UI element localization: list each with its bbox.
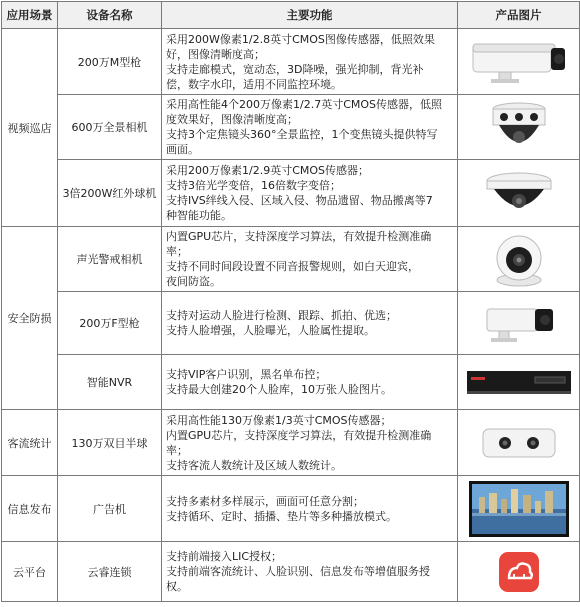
function-line: 支持走廊模式，宽动态，3D降噪，强光抑制，背光补 xyxy=(166,62,424,76)
function-line: 支持对运动人脸进行检测、跟踪、抓拍、优选； xyxy=(166,309,397,322)
device-name: 智能NVR xyxy=(58,355,162,410)
device-name: 广告机 xyxy=(58,476,162,542)
header-device: 设备名称 xyxy=(58,2,162,29)
function-line: 支持IVS绊线入侵、区域入侵、物品遗留、物品搬离等7 xyxy=(166,194,433,207)
header-image: 产品图片 xyxy=(458,2,580,29)
function-line: 内置GPU芯片，支持深度学习算法，有效提升检测准确 xyxy=(166,230,432,243)
function-line: 度效果好，图像清晰度高； xyxy=(166,113,298,126)
image-cell xyxy=(458,160,580,227)
table-row xyxy=(2,542,580,602)
function-line: 采用200W像素1/2.8英寸CMOS图像传感器，低照效果 xyxy=(166,32,435,46)
turret-camera-icon xyxy=(489,230,549,288)
function-cell xyxy=(162,542,458,602)
cloud-app-icon xyxy=(497,550,541,594)
image-cell xyxy=(458,29,580,95)
table-row xyxy=(2,95,580,160)
function-line: 率； xyxy=(166,443,188,457)
function-line: 支持前端客流统计、人脸识别、信息发布等增值服务授 xyxy=(166,565,430,578)
product-table xyxy=(1,1,580,602)
image-cell xyxy=(458,355,580,410)
function-line: 好，图像清晰度高； xyxy=(166,47,265,61)
device-name: 600万全景相机 xyxy=(58,95,162,160)
function-line: 支持循环、定时、插播、垫片等多种播放模式。 xyxy=(166,509,397,523)
scene-cell: 视频巡店 xyxy=(2,29,58,227)
function-line: 率； xyxy=(166,245,188,258)
dome-camera-icon xyxy=(474,167,564,219)
table-row xyxy=(2,29,580,95)
scene-cell: 安全防损 xyxy=(2,227,58,410)
function-line: 支持3个定焦镜头360°全景监控，1个变焦镜头提供特写 xyxy=(166,128,438,141)
function-line: 权。 xyxy=(166,580,188,593)
function-line: 支持前端接入LIC授权； xyxy=(166,550,283,563)
table-row xyxy=(2,410,580,476)
image-cell xyxy=(458,292,580,355)
function-cell xyxy=(162,292,458,355)
image-cell xyxy=(458,476,580,542)
function-cell xyxy=(162,95,458,160)
device-name: 200万F型枪 xyxy=(58,292,162,355)
function-line: 支持多素材多样展示，画面可任意分割； xyxy=(166,494,364,508)
table-row xyxy=(2,292,580,355)
bullet-camera-icon xyxy=(469,40,569,84)
function-line: 画面。 xyxy=(166,143,199,156)
function-cell xyxy=(162,355,458,410)
header-function: 主要功能 xyxy=(162,2,458,29)
function-line: 种智能功能。 xyxy=(166,209,232,222)
image-cell xyxy=(458,410,580,476)
function-line: 支持人脸增强，人脸曝光，人脸属性提取。 xyxy=(166,324,375,337)
function-line: 采用200万像素1/2.9英寸CMOS传感器； xyxy=(166,164,370,177)
device-name: 130万双目半球 xyxy=(58,410,162,476)
function-cell xyxy=(162,227,458,292)
function-line: 支持客流人数统计及区域人数统计。 xyxy=(166,458,342,472)
function-cell xyxy=(162,29,458,95)
function-line: 偿，数字水印，适用不同监控环境。 xyxy=(166,77,342,91)
scene-cell: 信息发布 xyxy=(2,476,58,542)
image-cell xyxy=(458,95,580,160)
device-name: 200万M型枪 xyxy=(58,29,162,95)
function-cell xyxy=(162,476,458,542)
function-line: 采用高性能4个200万像素1/2.7英寸CMOS传感器，低照 xyxy=(166,98,443,111)
f-bullet-camera-icon xyxy=(479,301,559,345)
ad-display-icon xyxy=(467,479,571,539)
device-name: 云睿连锁 xyxy=(58,542,162,602)
device-name: 声光警戒相机 xyxy=(58,227,162,292)
table-row xyxy=(2,476,580,542)
function-line: 支持3倍光学变倍，16倍数字变倍； xyxy=(166,179,341,192)
header-row xyxy=(2,2,580,29)
scene-cell: 客流统计 xyxy=(2,410,58,476)
function-cell xyxy=(162,160,458,227)
image-cell xyxy=(458,227,580,292)
function-line: 支持不同时间段设置不同音报警规则，如白天迎宾， xyxy=(166,260,419,273)
function-line: 支持最大创建20个人脸库，10万张人脸图片。 xyxy=(166,383,392,396)
function-line: 采用高性能130万像素1/3英寸CMOS传感器； xyxy=(166,413,392,427)
function-line: 夜间防盗。 xyxy=(166,275,221,288)
nvr-icon xyxy=(465,367,573,397)
binocular-camera-icon xyxy=(479,425,559,461)
function-line: 内置GPU芯片，支持深度学习算法，有效提升检测准确 xyxy=(166,428,432,442)
scene-cell: 云平台 xyxy=(2,542,58,602)
function-line: 支持VIP客户识别，黑名单布控； xyxy=(166,368,327,381)
table-row xyxy=(2,355,580,410)
image-cell xyxy=(458,542,580,602)
table-row xyxy=(2,227,580,292)
device-name: 3倍200W红外球机 xyxy=(58,160,162,227)
table-row xyxy=(2,160,580,227)
header-scene: 应用场景 xyxy=(2,2,58,29)
function-cell xyxy=(162,410,458,476)
panoramic-camera-icon xyxy=(474,99,564,155)
